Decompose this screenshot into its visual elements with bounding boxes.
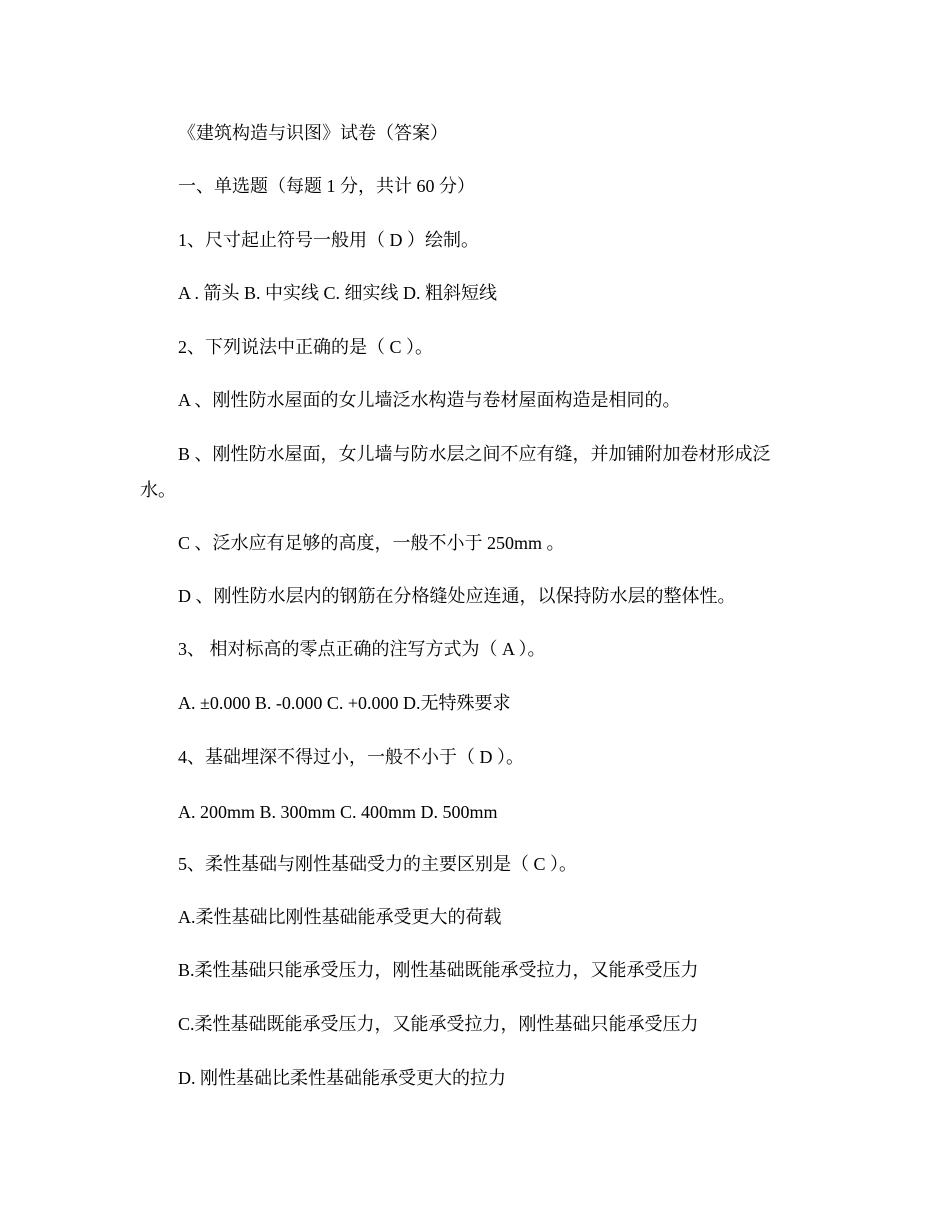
question-2-option-c: C 、泛水应有足够的高度，一般不小于 250mm 。 xyxy=(178,533,565,553)
section-heading: 一、单选题（每题 1 分，共计 60 分） xyxy=(178,176,475,196)
question-5-option-c: C.柔性基础既能承受压力，又能承受拉力，刚性基础只能承受压力 xyxy=(178,1014,699,1034)
question-3-stem: 3、 相对标高的零点正确的注写方式为（ A ）。 xyxy=(178,639,546,659)
question-1-options: A . 箭头 B. 中实线 C. 细实线 D. 粗斜短线 xyxy=(178,283,498,303)
question-4-options: A. 200mm B. 300mm C. 400mm D. 500mm xyxy=(178,802,498,822)
question-1-stem: 1、尺寸起止符号一般用（ D ）绘制。 xyxy=(178,230,479,250)
question-4-stem: 4、基础埋深不得过小，一般不小于（ D ）。 xyxy=(178,747,524,767)
question-5-stem: 5、柔性基础与刚性基础受力的主要区别是（ C ）。 xyxy=(178,854,578,874)
document-title: 《建筑构造与识图》试卷（答案） xyxy=(178,123,448,143)
question-5-option-d: D. 刚性基础比柔性基础能承受更大的拉力 xyxy=(178,1068,506,1088)
question-2-option-b-continued: 水。 xyxy=(140,480,176,500)
question-2-stem: 2、下列说法中正确的是（ C ）。 xyxy=(178,337,434,357)
question-2-option-a: A 、刚性防水屋面的女儿墙泛水构造与卷材屋面构造是相同的。 xyxy=(178,390,681,410)
question-5-option-b: B.柔性基础只能承受压力，刚性基础既能承受拉力，又能承受压力 xyxy=(178,960,699,980)
question-2-option-b: B 、刚性防水屋面，女儿墙与防水层之间不应有缝，并加铺附加卷材形成泛 xyxy=(178,444,771,464)
question-2-option-d: D 、刚性防水层内的钢筋在分格缝处应连通，以保持防水层的整体性。 xyxy=(178,586,736,606)
question-5-option-a: A.柔性基础比刚性基础能承受更大的荷载 xyxy=(178,907,502,927)
question-3-options: A. ±0.000 B. -0.000 C. +0.000 D.无特殊要求 xyxy=(178,693,511,713)
